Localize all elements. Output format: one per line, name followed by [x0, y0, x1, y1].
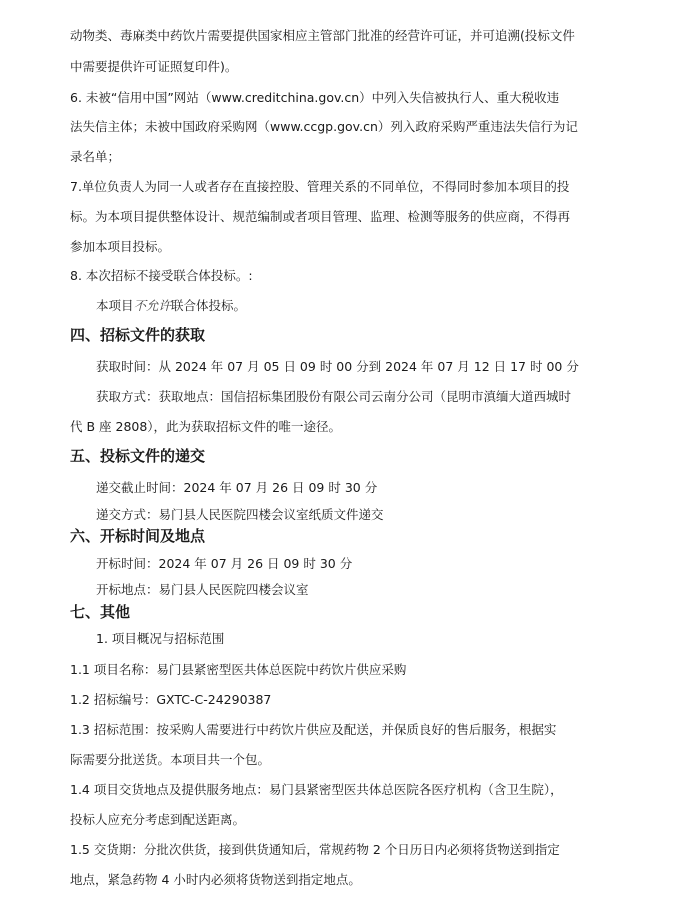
requirement-item-7: 7.单位负责人为同一人或者存在直接控股、管理关系的不同单位，不得同时参加本项目的投 [70, 179, 570, 194]
acquisition-time: 获取时间：从 2024 年 07 月 05 日 09 时 00 分到 2024 年 07 月 12 日 17 时 00 分 [96, 359, 579, 374]
consortium-statement [96, 297, 246, 315]
item-1-4-delivery-place-cont: 投标人应充分考虑到配送距离。 [70, 812, 246, 827]
opening-time: 开标时间：2024 年 07 月 26 日 09 时 30 分 [96, 556, 353, 571]
acquisition-method-cont: 代 B 座 2808），此为获取招标文件的唯一途径。 [70, 419, 342, 434]
submission-method: 递交方式：易门县人民医院四楼会议室纸质文件递交 [96, 507, 384, 522]
item-1-3-scope: 1.3 招标范围：按采购人需要进行中药饮片供应及配送，并保质良好的售后服务，根据实 [70, 722, 557, 737]
requirement-item-7-cont: 标。为本项目提供整体设计、规范编制或者项目管理、监理、检测等服务的供应商，不得再 [70, 209, 571, 224]
requirement-item-8: 8. 本次招标不接受联合体投标。: [70, 268, 253, 283]
requirement-item-6: 6. 未被“信用中国”网站（www.creditchina.gov.cn）中列入失信被执行人、重大税收违 [70, 90, 560, 105]
section-6-heading: 六、开标时间及地点 [70, 527, 206, 545]
acquisition-method: 获取方式：获取地点：国信招标集团股份有限公司云南分公司（昆明市滇缅大道西城时 [96, 389, 572, 404]
item-1-1-project-name: 1.1 项目名称：易门县紧密型医共体总医院中药饮片供应采购 [70, 662, 407, 677]
section-4-heading: 四、招标文件的获取 [70, 326, 206, 344]
consortium-prefix: 本项目 [96, 298, 134, 313]
section-7-heading: 七、其他 [70, 603, 131, 621]
section-5-heading: 五、投标文件的递交 [70, 447, 206, 465]
requirement-item-6-cont: 法失信主体；未被中国政府采购网（www.ccgp.gov.cn）列入政府采购严重违法失信行为记 [70, 119, 578, 134]
subsection-1-title: 1. 项目概况与招标范围 [96, 631, 225, 646]
item-1-4-delivery-place: 1.4 项目交货地点及提供服务地点：易门县紧密型医共体总医院各医疗机构（含卫生院）， [70, 782, 563, 797]
qualification-text-line: 动物类、毒麻类中药饮片需要提供国家相应主管部门批准的经营许可证，并可追溯(投标文件 [70, 28, 575, 43]
opening-place: 开标地点：易门县人民医院四楼会议室 [96, 582, 309, 597]
qualification-text-line: 中需要提供许可证照复印件)。 [70, 59, 238, 74]
item-1-3-scope-cont: 际需要分批送货。本项目共一个包。 [70, 752, 271, 767]
requirement-item-7-cont: 参加本项目投标。 [70, 239, 171, 254]
item-1-5-delivery-period-cont: 地点，紧急药物 4 小时内必须将货物送到指定地点。 [70, 872, 361, 887]
item-1-2-tender-number: 1.2 招标编号：GXTC-C-24290387 [70, 692, 272, 707]
submission-deadline: 递交截止时间：2024 年 07 月 26 日 09 时 30 分 [96, 480, 378, 495]
item-1-5-delivery-period: 1.5 交货期：分批次供货，接到供货通知后，常规药物 2 个日历日内必须将货物送到指定 [70, 842, 560, 857]
requirement-item-6-cont: 录名单； [70, 149, 121, 164]
consortium-suffix: 联合体投标。 [171, 298, 247, 313]
consortium-value: 不允许 [133, 298, 172, 313]
